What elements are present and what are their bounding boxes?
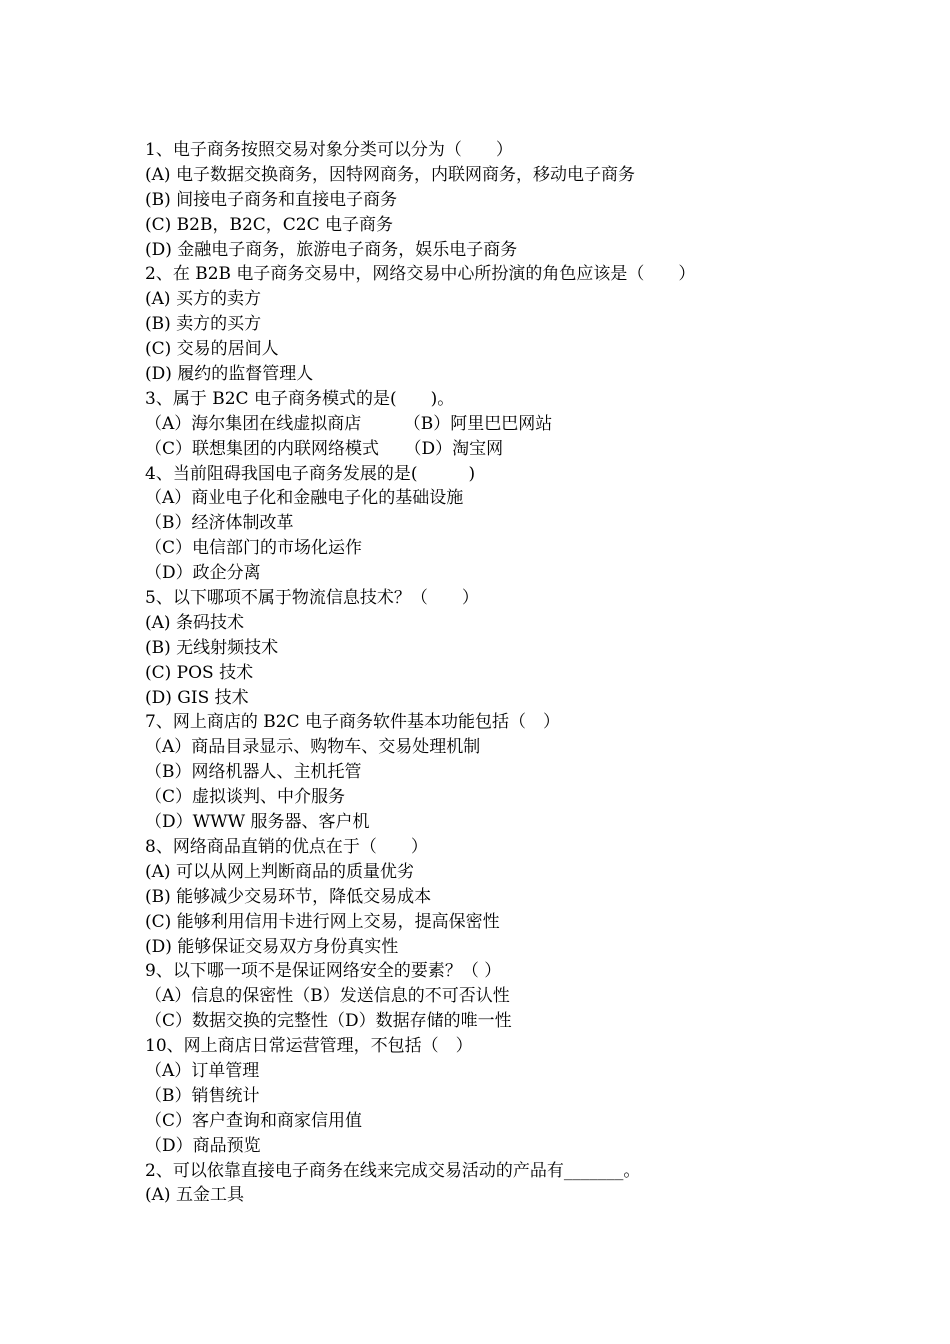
option-7d: （D）WWW 服务器、客户机 bbox=[145, 812, 370, 833]
option-5b: (B) 无线射频技术 bbox=[145, 637, 279, 658]
question-3: 3、属于 B2C 电子商务模式的是( )。 bbox=[145, 388, 455, 409]
option-2d: (D) 履约的监督管理人 bbox=[145, 364, 314, 385]
question-1: 1、电子商务按照交易对象分类可以分为（ ） bbox=[145, 140, 513, 160]
option-7b: （B）网络机器人、主机托管 bbox=[145, 762, 362, 783]
document-page bbox=[145, 138, 845, 1208]
option-5c: (C) POS 技术 bbox=[145, 662, 254, 683]
option-9cd: （C）数据交换的完整性（D）数据存储的唯一性 bbox=[145, 1011, 512, 1032]
question-7: 7、网上商店的 B2C 电子商务软件基本功能包括（ ） bbox=[145, 712, 560, 733]
option-8b: (B) 能够减少交易环节，降低交易成本 bbox=[145, 886, 432, 907]
option-10d: （D）商品预览 bbox=[145, 1135, 261, 1156]
option-7a: （A）商品目录显示、购物车、交易处理机制 bbox=[145, 737, 481, 758]
option-8c: (C) 能够利用信用卡进行网上交易，提高保密性 bbox=[145, 911, 500, 932]
option-4c: （C）电信部门的市场化运作 bbox=[145, 538, 363, 559]
option-5d: (D) GIS 技术 bbox=[145, 687, 249, 708]
option-2c: (C) 交易的居间人 bbox=[145, 339, 279, 360]
question-8: 8、网络商品直销的优点在于（ ） bbox=[145, 836, 428, 857]
option-2-second-a: (A) 五金工具 bbox=[145, 1185, 244, 1206]
option-3ab: （A）海尔集团在线虚拟商店 （B）阿里巴巴网站 bbox=[145, 413, 553, 434]
option-4d: （D）政企分离 bbox=[145, 563, 261, 584]
option-4a: （A）商业电子化和金融电子化的基础设施 bbox=[145, 488, 464, 509]
option-3cd: （C）联想集团的内联网络模式 （D）淘宝网 bbox=[145, 438, 504, 459]
option-7c: （C）虚拟谈判、中介服务 bbox=[145, 787, 346, 808]
option-5a: (A) 条码技术 bbox=[145, 612, 244, 633]
option-8a: (A) 可以从网上判断商品的质量优劣 bbox=[145, 861, 414, 882]
question-2: 2、在 B2B 电子商务交易中，网络交易中心所扮演的角色应该是（ ） bbox=[145, 264, 696, 285]
option-1a: (A) 电子数据交换商务，因特网商务，内联网商务，移动电子商务 bbox=[145, 164, 635, 185]
option-2a: (A) 买方的卖方 bbox=[145, 289, 261, 310]
question-10: 10、网上商店日常运营管理，不包括（ ） bbox=[145, 1036, 473, 1057]
option-9ab: （A）信息的保密性（B）发送信息的不可否认性 bbox=[145, 986, 510, 1007]
option-10a: （A）订单管理 bbox=[145, 1060, 260, 1081]
option-10b: （B）销售统计 bbox=[145, 1085, 260, 1106]
question-5: 5、以下哪项不属于物流信息技术？（ ） bbox=[145, 588, 479, 609]
option-1d: (D) 金融电子商务，旅游电子商务，娱乐电子商务 bbox=[145, 239, 518, 260]
question-4: 4、当前阻碍我国电子商务发展的是( ) bbox=[145, 463, 476, 484]
question-2-second: 2、可以依靠直接电子商务在线来完成交易活动的产品有_______。 bbox=[145, 1160, 641, 1181]
question-9: 9、以下哪一项不是保证网络安全的要素？（ ） bbox=[145, 961, 502, 982]
option-4b: （B）经济体制改革 bbox=[145, 513, 294, 534]
option-1c: (C) B2B，B2C，C2C 电子商务 bbox=[145, 214, 394, 235]
option-8d: (D) 能够保证交易双方身份真实性 bbox=[145, 936, 399, 957]
option-10c: （C）客户查询和商家信用值 bbox=[145, 1110, 363, 1131]
option-1b: (B) 间接电子商务和直接电子商务 bbox=[145, 189, 398, 210]
option-2b: (B) 卖方的买方 bbox=[145, 314, 262, 335]
